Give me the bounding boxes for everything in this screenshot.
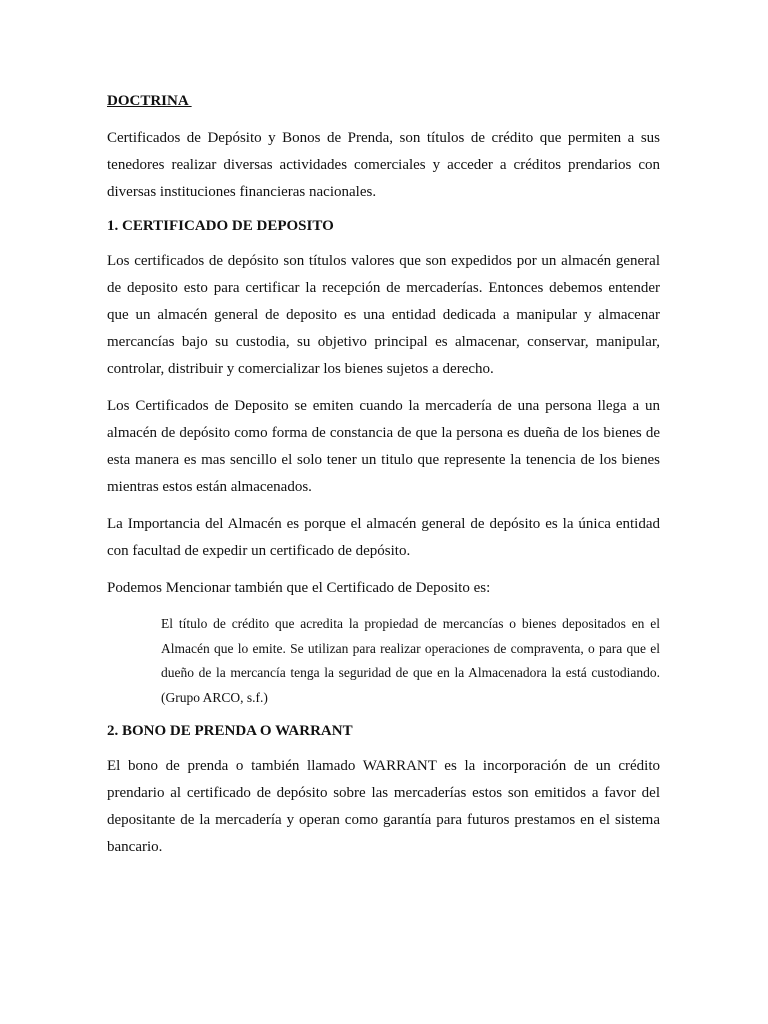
section-2-paragraph-1: El bono de prenda o también llamado WARRANT es la incorporación de un crédito prendario al certificado de depósito sobre las mercaderías estos son emitidos a favor del depositante de la mercadería y operan como garantía para futuros prestamos en el sistema bancario.	[107, 758, 660, 855]
section-1-paragraph-3: La Importancia del Almacén es porque el almacén general de depósito es la única entidad con facultad de expedir un certificado de depósito.	[107, 516, 660, 559]
section-1-paragraph-2: Los Certificados de Deposito se emiten cuando la mercadería de una persona llega a un almacén de depósito como forma de constancia de que la persona es dueña de los bienes de esta manera es mas sencillo el solo tener un titulo que represente la tenencia de los bienes mientras estos están almacenados.	[107, 398, 660, 495]
block-quote: El título de crédito que acredita la propiedad de mercancías o bienes depositados en el Almacén que lo emite. Se utilizan para realizar operaciones de compraventa, o para que el dueño de la mercancía tenga la seguridad de que en la Almacenadora la está custodiando. (Grupo ARCO, s.f.)	[161, 616, 660, 705]
section-2-heading: 2. BONO DE PRENDA O WARRANT	[107, 723, 353, 739]
section-1-paragraph-4: Podemos Mencionar también que el Certificado de Deposito es:	[107, 580, 491, 596]
section-1-paragraph-1: Los certificados de depósito son títulos valores que son expedidos por un almacén general de deposito esto para certificar la recepción de mercaderías. Entonces debemos entender que un almacén general de deposito es una entidad dedicada a manipular y almacenar mercancías bajo su custodia, su objetivo principal es almacenar, conservar, manipular, controlar, distribuir y comercializar los bienes sujetos a derecho.	[107, 253, 660, 377]
section-1-heading: 1. CERTIFICADO DE DEPOSITO	[107, 218, 334, 234]
document-title: DOCTRINA	[107, 93, 192, 109]
document-body	[107, 91, 660, 871]
intro-paragraph: Certificados de Depósito y Bonos de Prenda, son títulos de crédito que permiten a sus tenedores realizar diversas actividades comerciales y acceder a créditos prendarios con diversas instituciones financieras nacionales.	[107, 130, 660, 200]
